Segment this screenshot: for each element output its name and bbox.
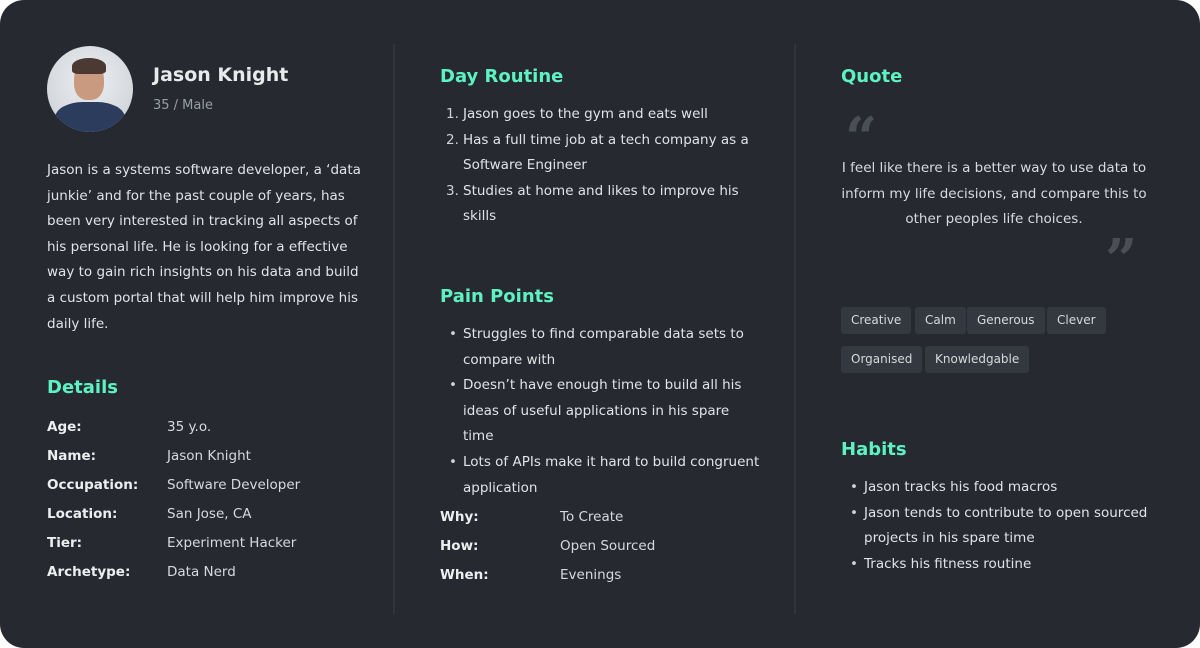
close-quote-icon: ” bbox=[1105, 227, 1138, 293]
list-item: 2. Has a full time job at a tech company as a Software Engineer bbox=[446, 131, 749, 174]
motivation-value: Open Sourced bbox=[560, 537, 656, 554]
motivation-label: When: bbox=[440, 566, 489, 583]
habits-title: Habits bbox=[841, 439, 907, 460]
detail-row bbox=[47, 441, 367, 470]
details-list bbox=[47, 412, 367, 586]
detail-label: Occupation: bbox=[47, 476, 139, 493]
persona-age-gender: 35 / Male bbox=[153, 98, 213, 113]
detail-label: Location: bbox=[47, 505, 118, 522]
day-routine-title: Day Routine bbox=[440, 66, 564, 87]
detail-row bbox=[47, 557, 367, 586]
detail-label: Archetype: bbox=[47, 563, 131, 580]
trait-tag: Calm bbox=[915, 307, 966, 334]
detail-value: San Jose, CA bbox=[167, 505, 252, 522]
list-item: • Tracks his fitness routine bbox=[850, 555, 1032, 572]
detail-row bbox=[47, 470, 367, 499]
list-item: 1. Jason goes to the gym and eats well bbox=[446, 106, 708, 122]
detail-label: Tier: bbox=[47, 534, 83, 551]
column-divider bbox=[393, 44, 395, 614]
detail-value: Jason Knight bbox=[167, 447, 251, 464]
pain-points-list bbox=[440, 322, 760, 501]
pain-points-title: Pain Points bbox=[440, 286, 554, 307]
detail-row bbox=[47, 528, 367, 557]
motivation-list bbox=[440, 502, 760, 589]
detail-label: Name: bbox=[47, 447, 97, 464]
motivation-value: To Create bbox=[560, 508, 624, 525]
motivation-label: How: bbox=[440, 537, 479, 554]
detail-label: Age: bbox=[47, 418, 82, 435]
quote-title: Quote bbox=[841, 66, 903, 87]
day-routine-list bbox=[440, 102, 750, 230]
habits-list bbox=[841, 475, 1151, 577]
motivation-value: Evenings bbox=[560, 566, 622, 583]
persona-bio: Jason is a systems software developer, a ‘data junkie’ and for the past couple of years, has been very interested in tracking all aspects of his personal life. He is looking for a effective way to gain rich insights on his data and build a custom portal that will help him improve his daily life. bbox=[47, 162, 361, 332]
trait-tag: Knowledgable bbox=[925, 346, 1029, 373]
motivation-row bbox=[440, 502, 760, 531]
trait-tag: Clever bbox=[1047, 307, 1106, 334]
trait-tag: Generous bbox=[967, 307, 1045, 334]
trait-tag: Organised bbox=[841, 346, 922, 373]
trait-tag: Creative bbox=[841, 307, 911, 334]
column-divider bbox=[794, 44, 796, 614]
list-item: 3. Studies at home and likes to improve his skills bbox=[446, 182, 739, 225]
detail-value: Software Developer bbox=[167, 476, 301, 493]
list-item: • Jason tends to contribute to open sourced projects in his spare time bbox=[850, 504, 1148, 547]
motivation-row bbox=[440, 531, 760, 560]
avatar bbox=[47, 46, 133, 132]
list-item: • Doesn’t have enough time to build all his ideas of useful applications in his spare time bbox=[449, 377, 742, 445]
detail-row bbox=[47, 499, 367, 528]
quote-text: I feel like there is a better way to use data to inform my life decisions, and compare this to other peoples life choices. bbox=[841, 160, 1147, 228]
list-item: • Struggles to find comparable data sets to compare with bbox=[449, 326, 744, 368]
detail-value: 35 y.o. bbox=[167, 418, 212, 435]
list-item: • Jason tracks his food macros bbox=[850, 479, 1058, 495]
detail-value: Experiment Hacker bbox=[167, 534, 297, 551]
motivation-label: Why: bbox=[440, 508, 479, 525]
detail-row bbox=[47, 412, 367, 441]
list-item: • Lots of APIs make it hard to build congruent application bbox=[449, 453, 760, 496]
persona-name: Jason Knight bbox=[153, 64, 289, 86]
details-title: Details bbox=[47, 377, 118, 398]
open-quote-icon: “ bbox=[845, 105, 878, 171]
detail-value: Data Nerd bbox=[167, 563, 236, 580]
motivation-row bbox=[440, 560, 760, 589]
